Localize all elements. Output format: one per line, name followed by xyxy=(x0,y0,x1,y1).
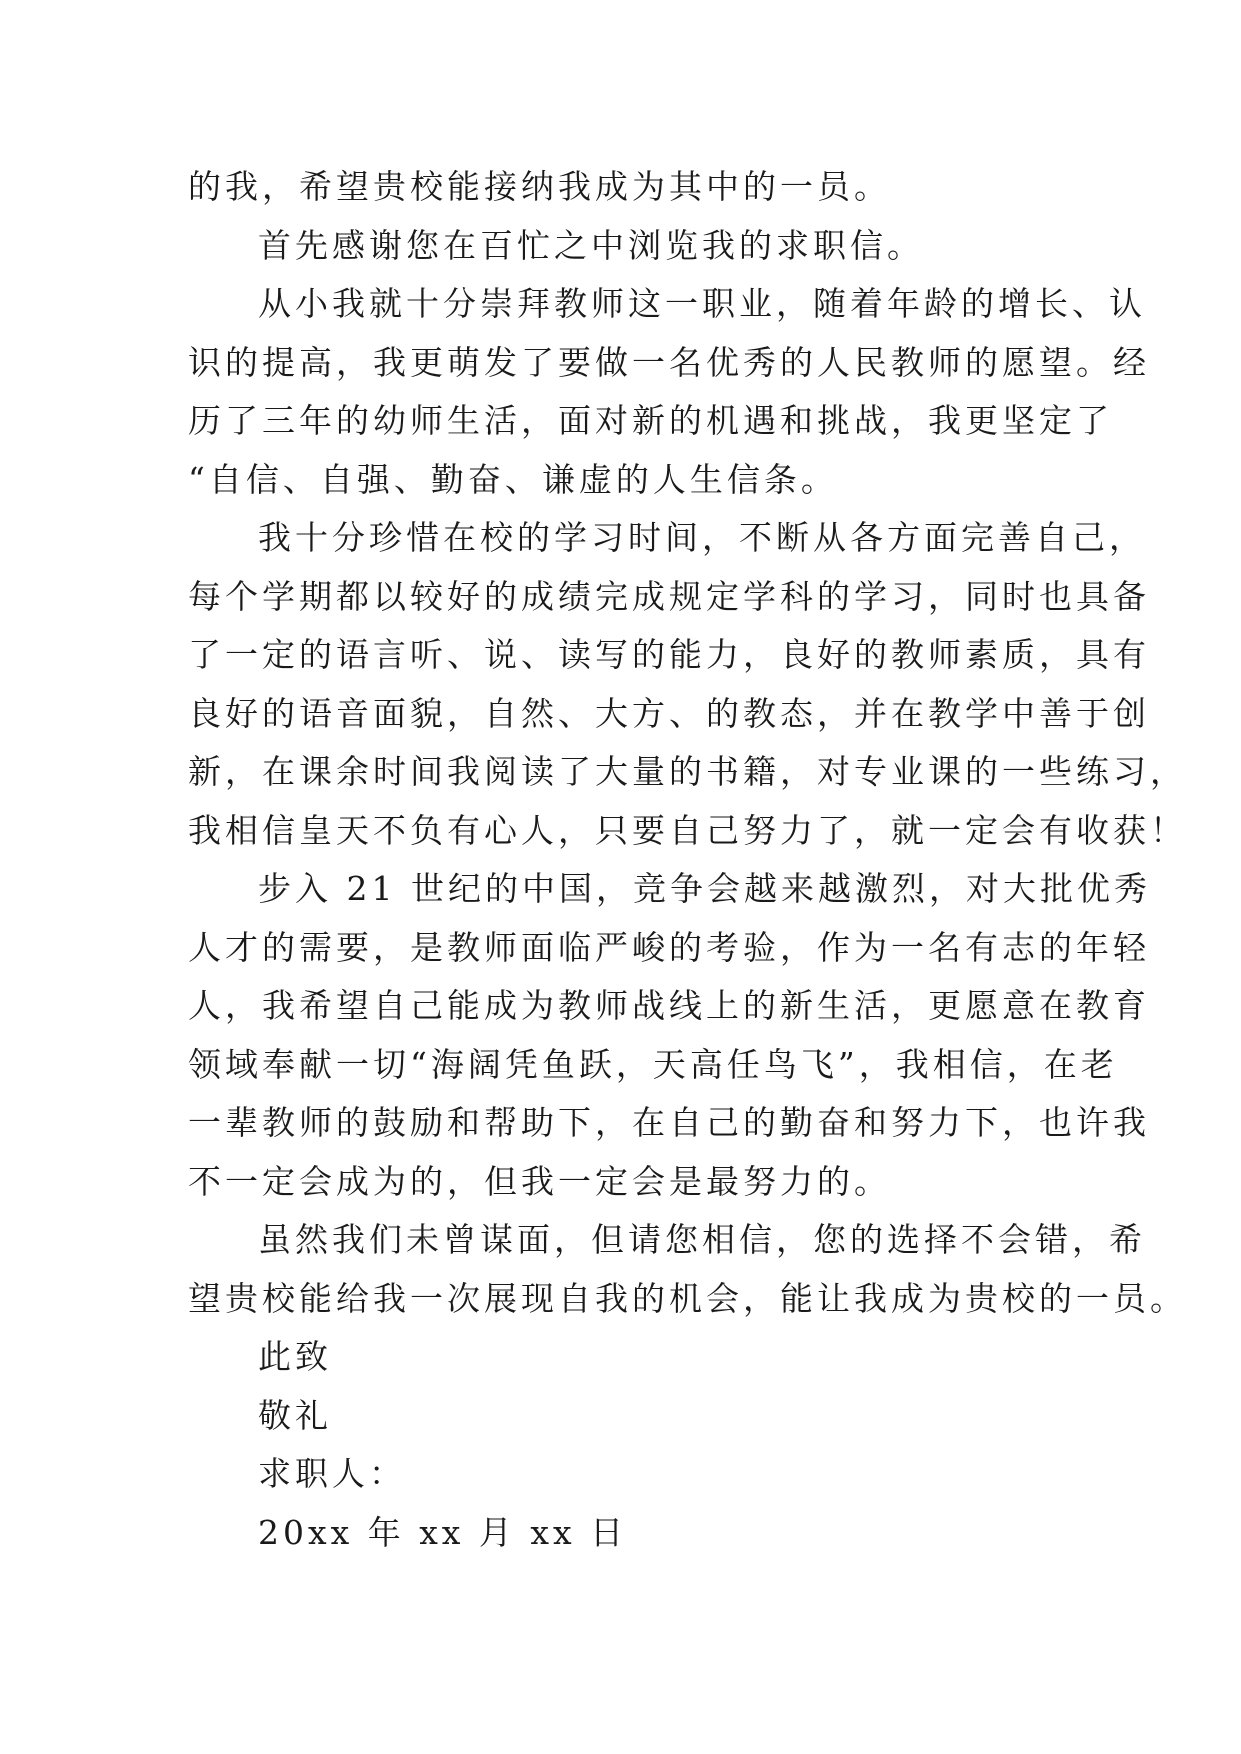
letter-body xyxy=(188,158,1187,1562)
closing-regards: 敬礼 xyxy=(258,1395,332,1435)
text-line: 从小我就十分崇拜教师这一职业，随着年龄的增长、认 xyxy=(258,284,1146,323)
text-line: 良好的语音面貌，自然、大方、的教态，并在教学中善于创 xyxy=(188,693,1150,733)
text-line: 首先感谢您在百忙之中浏览我的求职信。 xyxy=(258,225,924,265)
text-line: 步入 21 世纪的中国，竞争会越来越激烈，对大批优秀 xyxy=(258,869,1151,908)
closing-salutation: 此致 xyxy=(258,1337,332,1376)
text-line: 新，在课余时间我阅读了大量的书籍，对专业课的一些练习， xyxy=(188,752,1187,791)
text-line: 人，我希望自己能成为教师战线上的新生活，更愿意在教育 xyxy=(188,986,1150,1025)
text-line: 一辈教师的鼓励和帮助下，在自己的勤奋和努力下，也许我 xyxy=(188,1103,1150,1142)
text-line: 历了三年的幼师生活，面对新的机遇和挑战，我更坚定了 xyxy=(188,401,1113,440)
text-line: 虽然我们未曾谋面，但请您相信，您的选择不会错，希 xyxy=(258,1220,1146,1259)
text-line: 领域奉献一切“海阔凭鱼跃，天高任鸟飞”，我相信，在老 xyxy=(188,1044,1118,1084)
text-line: 人才的需要，是教师面临严峻的考验，作为一名有志的年轻 xyxy=(188,927,1150,967)
applicant-label: 求职人： xyxy=(258,1454,406,1493)
text-line: 的我，希望贵校能接纳我成为其中的一员。 xyxy=(188,167,891,206)
text-line: 每个学期都以较好的成绩完成规定学科的学习，同时也具备 xyxy=(188,576,1150,616)
text-line: 不一定会成为的，但我一定会是最努力的。 xyxy=(188,1161,891,1201)
text-line: 我十分珍惜在校的学习时间，不断从各方面完善自己， xyxy=(258,518,1146,557)
text-line: 我相信皇天不负有心人，只要自己努力了，就一定会有收获！ xyxy=(188,810,1187,850)
text-line: 望贵校能给我一次展现自我的机会，能让我成为贵校的一员。 xyxy=(188,1278,1187,1318)
text-line: 了一定的语言听、说、读写的能力，良好的教师素质，具有 xyxy=(188,635,1150,674)
letter-date: 20xx 年 xx 月 xx 日 xyxy=(258,1512,628,1552)
text-line: 识的提高，我更萌发了要做一名优秀的人民教师的愿望。经 xyxy=(188,342,1150,382)
text-line: “自信、自强、勤奋、谦虚的人生信条。 xyxy=(188,459,838,499)
